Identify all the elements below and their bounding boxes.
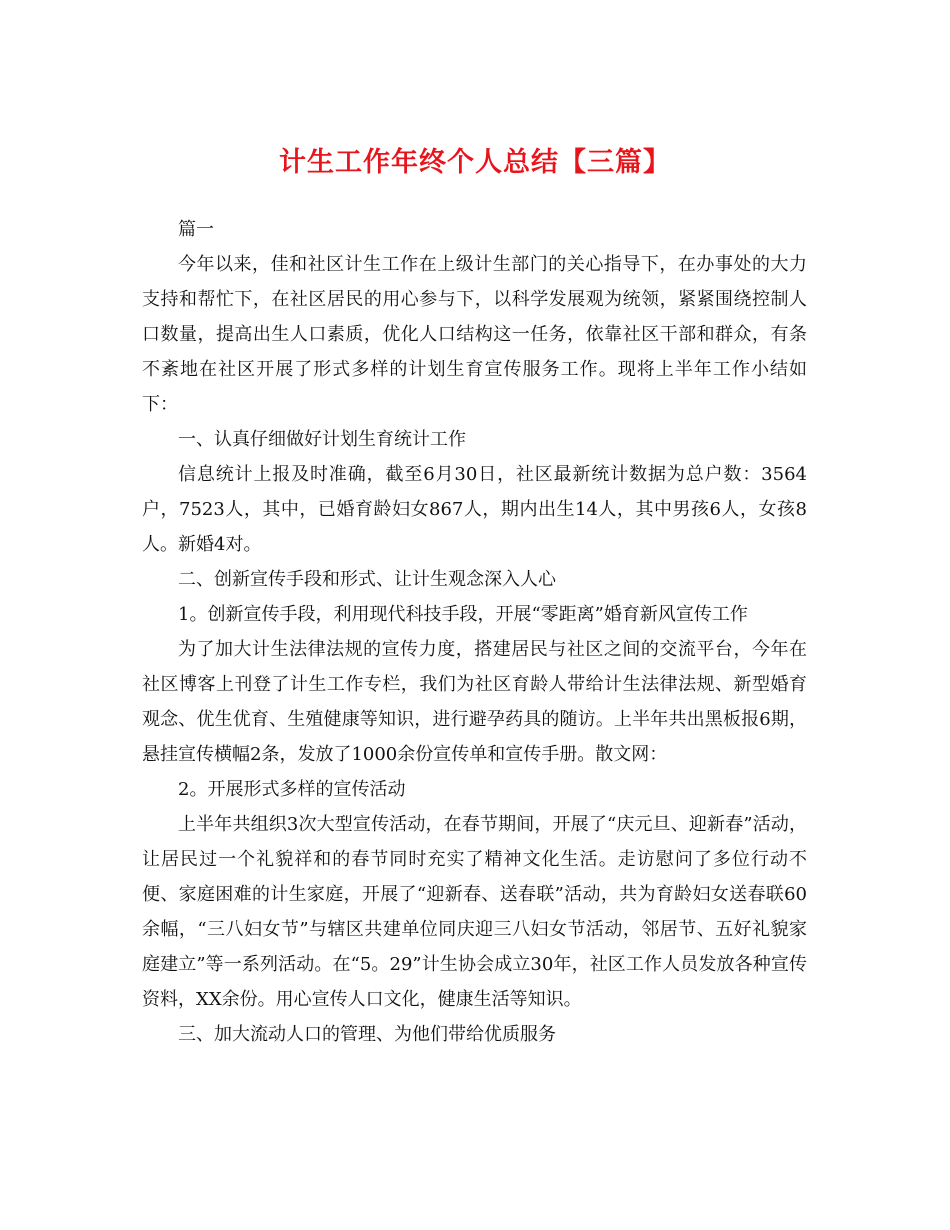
section-heading-publicity: 二、创新宣传手段和形式、让计生观念深入人心 [178,569,556,590]
paragraph-intro: 今年以来，佳和社区计生工作在上级计生部门的关心指导下，在办事处的大力支持和帮忙下，在社区居民的用心参与下，以科学发展观为统领，紧紧围绕控制人口数量，提高出生人口素质，优化人口结构这一任务，依靠社区干部和群众，有条不紊地在社区开展了形式多样的计划生育宣传服务工作。现将上半年工作小结如下： [142,254,807,415]
paragraph-publicity-means: 为了加大计生法律法规的宣传力度，搭建居民与社区之间的交流平台，今年在社区博客上刊登了计生工作专栏，我们为社区育龄人带给计生法律法规、新型婚育观念、优生优育、生殖健康等知识，进行避孕药具的随访。上半年共出黑板报6期，悬挂宣传横幅2条，发放了1000余份宣传单和宣传手册。散文网： [142,639,807,765]
subheading-publicity-activities: 2。开展形式多样的宣传活动 [178,779,406,800]
subheading-publicity-means: 1。创新宣传手段，利用现代科技手段，开展“零距离”婚育新风宣传工作 [178,604,748,625]
paragraph-statistics: 信息统计上报及时准确，截至6月30日，社区最新统计数据为总户数：3564户，7523人，其中，已婚育龄妇女867人，期内出生14人，其中男孩6人，女孩8人。新婚4对。 [142,464,807,555]
paragraph-publicity-activities: 上半年共组织3次大型宣传活动，在春节期间，开展了“庆元旦、迎新春”活动，让居民过一个礼貌祥和的春节同时充实了精神文化生活。走访慰问了多位行动不便、家庭困难的计生家庭，开展了“迎新春、送春联”活动，共为育龄妇女送春联60余幅，“三八妇女节”与辖区共建单位同庆迎三八妇女节活动，邻居节、五好礼貌家庭建立”等一系列活动。在“5。29”计生协会成立30年，社区工作人员发放各种宣传资料，XX余份。用心宣传人口文化，健康生活等知识。 [142,814,807,1010]
section-heading-statistics: 一、认真仔细做好计划生育统计工作 [178,429,466,450]
document-body [142,212,807,1052]
section-heading-floating-population: 三、加大流动人口的管理、为他们带给优质服务 [178,1024,556,1045]
document-title: 计生工作年终个人总结【三篇】 [279,147,671,178]
section-heading-part-one: 篇一 [178,219,214,240]
